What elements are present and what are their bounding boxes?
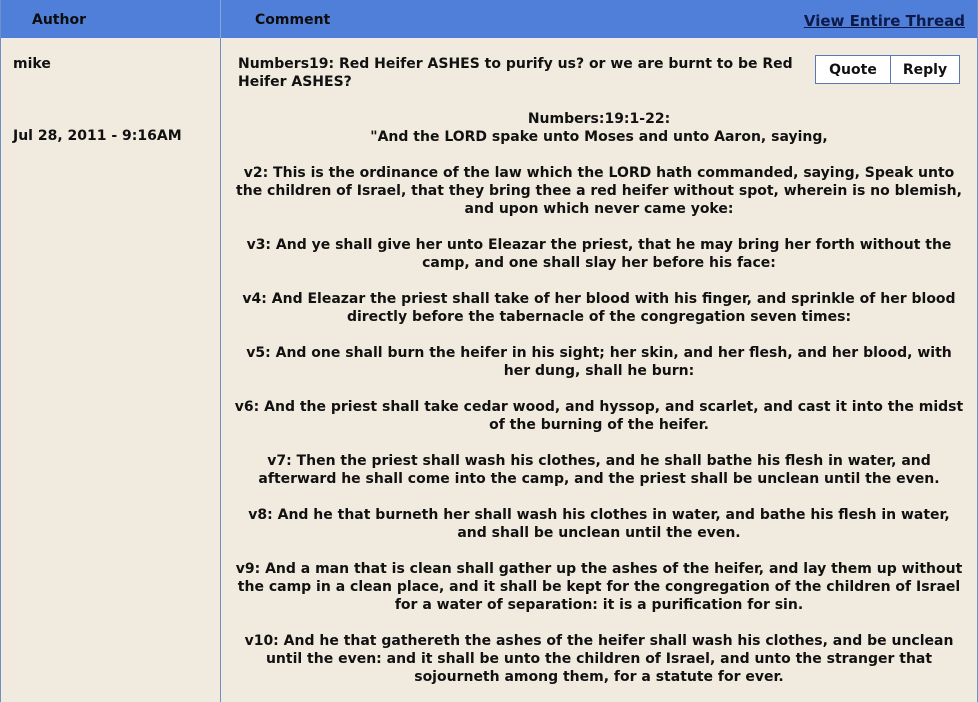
author-column-label: Author: [32, 12, 86, 28]
verse-paragraph: v6: And the priest shall take cedar wood, and hyssop, and scarlet, and cast it into the midst of the burning of the heifer.: [234, 399, 964, 433]
post-author: mike: [13, 56, 51, 72]
scripture-reference: Numbers:19:1-22:: [527, 111, 671, 127]
post-subject: Numbers19: Red Heifer ASHES to purify us? or we are burnt to be Red Heifer ASHES?: [238, 56, 793, 90]
author-column-header: [1, 0, 221, 38]
post-body: [233, 110, 965, 702]
post-date: Jul 28, 2011 - 9:16AM: [13, 128, 182, 144]
verse-paragraph: v8: And he that burneth her shall wash his clothes in water, and bathe his flesh in water, and shall be unclean until the even.: [248, 507, 950, 541]
verse-paragraph: v3: And ye shall give her unto Eleazar the priest, that he may bring her forth without the camp, and one shall slay her before his face:: [246, 237, 952, 271]
post-actions: [815, 55, 960, 84]
comment-column-label: Comment: [255, 12, 331, 28]
verse-paragraph: v4: And Eleazar the priest shall take of her blood with his finger, and sprinkle of her blood directly before the tabernacle of the congregation seven times:: [242, 291, 956, 325]
verse-paragraph: v5: And one shall burn the heifer in his sight; her skin, and her flesh, and her blood, with her dung, shall he burn:: [246, 345, 952, 379]
view-entire-thread-link[interactable]: View Entire Thread: [803, 12, 965, 30]
verse-paragraph: v10: And he that gathereth the ashes of the heifer shall wash his clothes, and be unclean until the even: and it shall be unto the children of Israel, and unto the stranger that sojourneth among them, for a statute for ever.: [244, 633, 954, 685]
table-header: [1, 0, 977, 38]
quote-button[interactable]: Quote: [815, 55, 891, 84]
verse-paragraph: v7: Then the priest shall wash his clothes, and he shall bathe his flesh in water, and afterward he shall come into the camp, and the priest shall be unclean until the even.: [258, 453, 940, 487]
reply-button[interactable]: Reply: [890, 55, 960, 84]
scripture-intro: "And the LORD spake unto Moses and unto Aaron, saying,: [370, 129, 828, 145]
verse-paragraph: v9: And a man that is clean shall gather up the ashes of the heifer, and lay them up without the camp in a clean place, and it shall be kept for the congregation of the children of Israel for a water of separation: it is a purification for sin.: [235, 561, 963, 613]
author-column: [1, 38, 221, 702]
verse-paragraph: v2: This is the ordinance of the law which the LORD hath commanded, saying, Speak unto the children of Israel, that they bring thee a red heifer without spot, wherein is no blemish, and upon which never came yoke:: [236, 165, 962, 217]
